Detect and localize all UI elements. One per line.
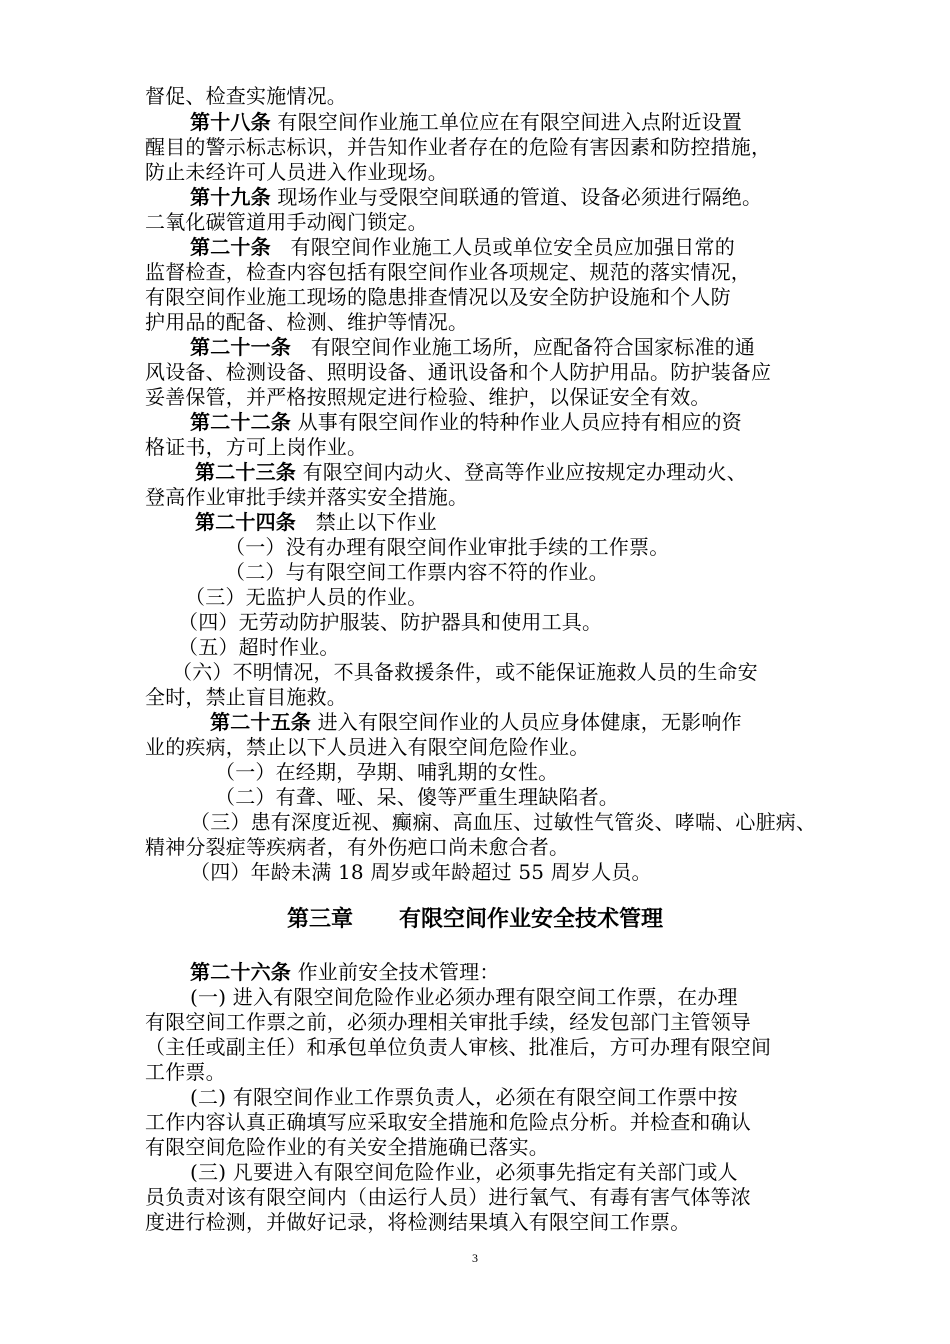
text-line: 全时，禁止盲目施救。 — [145, 685, 347, 709]
article-label: 第二十六条 — [190, 960, 291, 984]
list-item: （二）有聋、哑、呆、傻等严重生理缺陷者。 — [215, 785, 619, 809]
text-line: （主任或副主任）和承包单位负责人审核、批准后，方可办理有限空间 — [145, 1035, 772, 1059]
text-line: 精神分裂症等疾病者，有外伤疤口尚未愈合者。 — [145, 835, 570, 859]
text-line: 有限空间危险作业的有关安全措施确已落实。 — [145, 1135, 549, 1159]
article-26: 第二十六条 作业前安全技术管理： — [190, 960, 500, 984]
article-21: 第二十一条 有限空间作业施工场所，应配备符合国家标准的通 — [190, 335, 756, 359]
text-line: 度进行检测，并做好记录，将检测结果填入有限空间工作票。 — [145, 1210, 691, 1234]
list-item: （五）超时作业。 — [178, 635, 340, 659]
text-line: 防止未经许可人员进入作业现场。 — [145, 160, 448, 184]
list-item: （一）没有办理有限空间作业审批手续的工作票。 — [225, 535, 670, 559]
list-item: （六）不明情况，不具备救援条件，或不能保证施救人员的生命安 — [172, 660, 758, 684]
text-line: 妥善保管，并严格按照规定进行检验、维护，以保证安全有效。 — [145, 385, 711, 409]
article-label: 第二十一条 — [190, 335, 291, 359]
text-line: 督促、检查实施情况。 — [145, 84, 347, 108]
article-label: 第十九条 — [190, 185, 271, 209]
text-line: 工作票。 — [145, 1060, 226, 1084]
article-19: 第十九条 现场作业与受限空间联通的管道、设备必须进行隔绝。 — [190, 185, 763, 209]
text-line: 二氧化碳管道用手动阀门锁定。 — [145, 210, 428, 234]
list-item: （一）在经期，孕期、哺乳期的女性。 — [215, 760, 559, 784]
article-label: 第二十四条 — [195, 510, 296, 534]
article-label: 第二十三条 — [195, 460, 296, 484]
article-25: 第二十五条 进入有限空间作业的人员应身体健康，无影响作 — [210, 710, 742, 734]
article-24: 第二十四条 禁止以下作业 — [195, 510, 437, 534]
page-number: 3 — [472, 1251, 478, 1265]
article-label: 第十八条 — [190, 110, 271, 134]
text-line: 有限空间工作票之前，必须办理相关审批手续，经发包部门主管领导 — [145, 1010, 751, 1034]
list-item: （四）无劳动防护服装、防护器具和使用工具。 — [178, 610, 603, 634]
text-line: 登高作业审批手续并落实安全措施。 — [145, 485, 469, 509]
list-item: （三）无监护人员的作业。 — [185, 585, 428, 609]
article-label: 第二十条 — [190, 235, 271, 259]
text-line: 监督检查，检查内容包括有限空间作业各项规定、规范的落实情况， — [145, 260, 751, 284]
article-20: 第二十条 有限空间作业施工人员或单位安全员应加强日常的 — [190, 235, 735, 259]
chapter-heading: 第三章 有限空间作业安全技术管理 — [287, 907, 663, 932]
article-label: 第二十五条 — [210, 710, 311, 734]
text-line: 护用品的配备、检测、维护等情况。 — [145, 310, 469, 334]
list-item: (三) 凡要进入有限空间危险作业，必须事先指定有关部门或人 — [190, 1160, 738, 1184]
text-line: 工作内容认真正确填写应采取安全措施和危险点分析。并检查和确认 — [145, 1110, 751, 1134]
text-line: 风设备、检测设备、照明设备、通讯设备和个人防护用品。防护装备应 — [145, 360, 772, 384]
text-line: 醒目的警示标志标识，并告知作业者存在的危险有害因素和防控措施， — [145, 135, 772, 159]
list-item: (二) 有限空间作业工作票负责人，必须在有限空间工作票中按 — [190, 1085, 738, 1109]
article-22: 第二十二条 从事有限空间作业的特种作业人员应持有相应的资 — [190, 410, 742, 434]
article-18: 第十八条 有限空间作业施工单位应在有限空间进入点附近设置 — [190, 110, 742, 134]
list-item: （四）年龄未满 18 周岁或年龄超过 55 周岁人员。 — [190, 860, 652, 884]
list-item: （三）患有深度近视、癫痫、高血压、过敏性气管炎、哮喘、心脏病、 — [190, 810, 817, 834]
text-line: 有限空间作业施工现场的隐患排查情况以及安全防护设施和个人防 — [145, 285, 731, 309]
list-item: （二）与有限空间工作票内容不符的作业。 — [225, 560, 609, 584]
list-item: (一) 进入有限空间危险作业必须办理有限空间工作票，在办理 — [190, 985, 738, 1009]
article-label: 第二十二条 — [190, 410, 291, 434]
text-line: 员负责对该有限空间内（由运行人员）进行氧气、有毒有害气体等浓 — [145, 1185, 751, 1209]
text-line: 格证书，方可上岗作业。 — [145, 435, 368, 459]
article-23: 第二十三条 有限空间内动火、登高等作业应按规定办理动火、 — [195, 460, 747, 484]
text-line: 业的疾病，禁止以下人员进入有限空间危险作业。 — [145, 735, 590, 759]
